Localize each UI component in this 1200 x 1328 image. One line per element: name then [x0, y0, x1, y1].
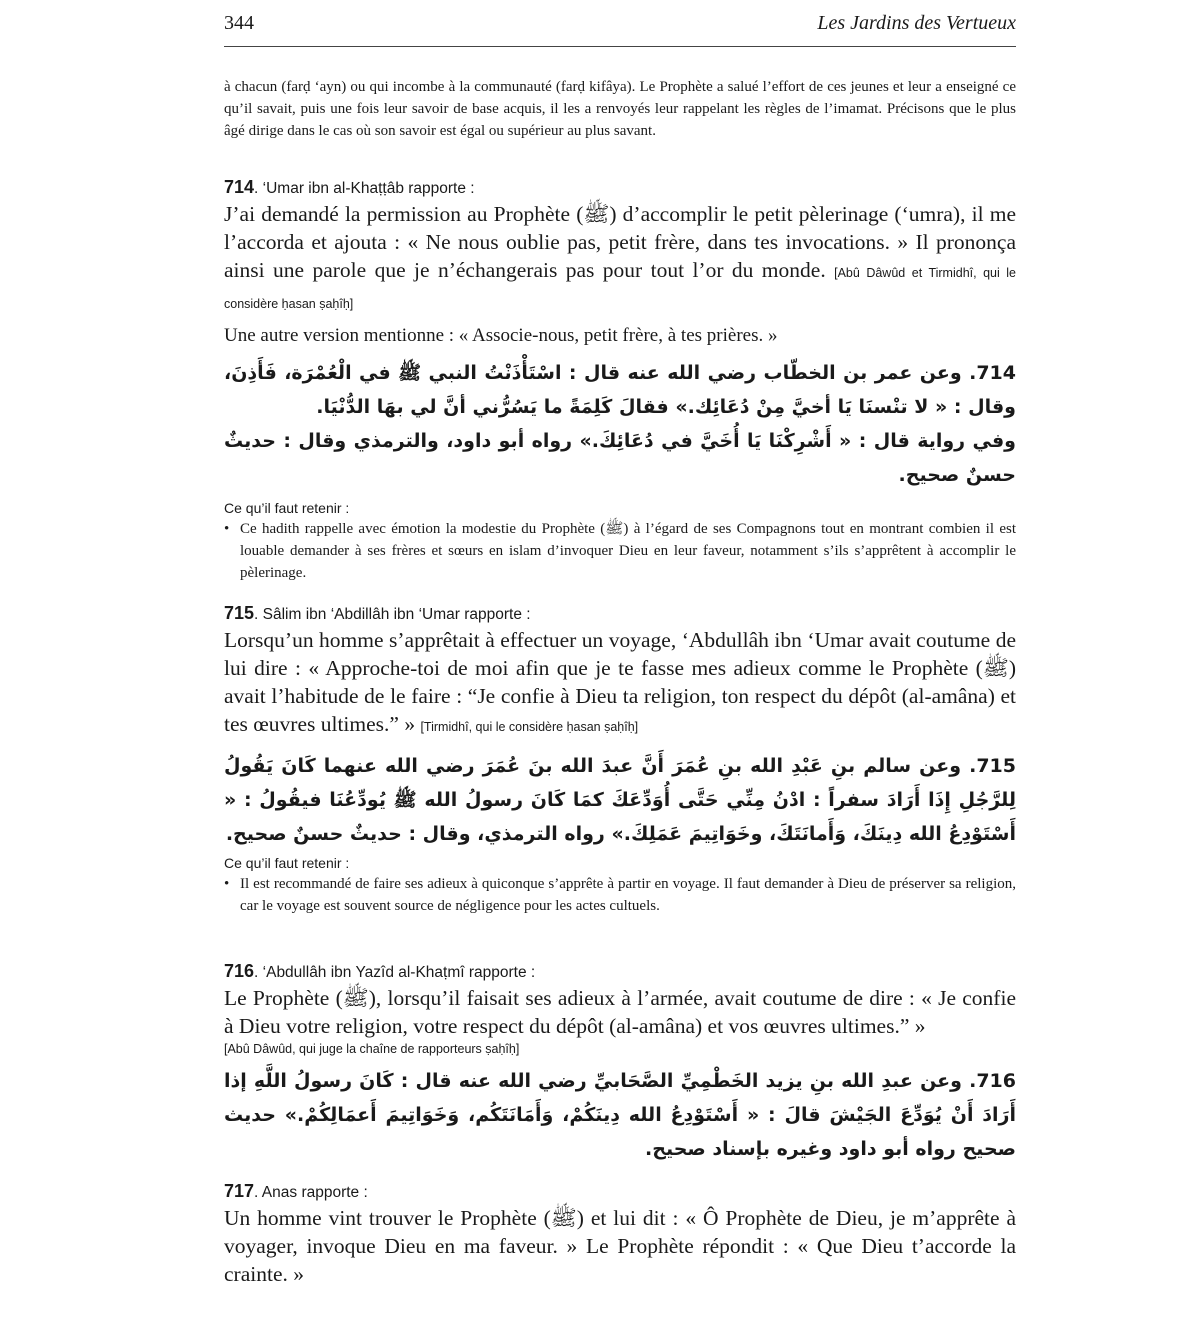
alt-version: Une autre version mentionne : « Associe-nous, petit frère, à tes prières. »	[224, 325, 778, 346]
hadith-heading	[224, 960, 1016, 984]
hadith-text	[224, 626, 1016, 741]
hadith-source: [Abû Dâwûd et Tirmidhî, qui le considère ḥasan ṣaḥîḥ]	[224, 266, 1017, 311]
hadith-number: 714	[224, 177, 255, 197]
hadith-narrator: . ‘Abdullâh ibn Yazîd al-Khaṭmî rapporte :	[254, 964, 536, 981]
book-page	[224, 0, 1017, 1286]
retain-title: Ce qu’il faut retenir :	[224, 500, 350, 516]
running-title: Les Jardins des Vertueux	[817, 12, 1016, 34]
retain-point-text: Il est recommandé de faire ses adieux à quiconque s’apprête à partir en voyage. Il faut demander à Dieu de préserver sa religion, car le voyage est souvent source de négligence pour les actes cultuels.	[240, 876, 1016, 914]
hadith-narrator: . ‘Umar ibn al-Khaṭṭâb rapporte :	[254, 180, 475, 197]
arabic-text: 715. وعن سالم بنِ عَبْدِ الله بنِ عُمَرَ أَنَّ عبدَ الله بنَ عُمَرَ رضي الله عنهما كَانَ يَقُولُ لِلرَّجُلِ إِذَا أَرَادَ سفراً : ادْنُ مِنِّي حَتَّى أُوَدِّعَكَ كمَا كَانَ رسولُ الله ﷺ يُودِّعُنَا فيقُولُ : « أَسْتَوْدِعُ الله دِينَكَ، وَأَمانَتَكَ، وخَوَاتِيمَ عَمَلِكَ.» رواه الترمذي، وقال : حديثٌ حسنٌ صحيح.	[224, 755, 1016, 845]
hadith-heading	[224, 602, 1016, 626]
arabic-text: 716. وعن عبدِ الله بنِ يزيد الخَطْمِيِّ الصَّحَابيِّ رضي الله عنه قال : كَانَ رسولُ اللَّهِ إذا أَرَادَ أَنْ يُوَدِّعَ الجَيْشَ قالَ : « أَسْتَوْدِعُ الله دِينَكُمْ، وَأَمَانَتَكُم، وَخَوَاتِيمَ أَعمَالِكُمْ.» حديث صحيح رواه أبو داود وغيره بإسناد صحيح.	[224, 1070, 1016, 1160]
hadith-text: Le Prophète (ﷺ), lorsqu’il faisait ses adieux à l’armée, avait coutume de dire : « Je confie à Dieu votre religion, votre respect du dépôt (al-amâna) et vos œuvres ultimes.” »	[224, 986, 1016, 1038]
arabic-text-variant: وفي رواية قال : « أَشْرِكْنَا يَا أُخَيَّ في دُعَائِكَ.» رواه أبو داود، والترمذي وقال : حديثٌ حسنٌ صحيح.	[224, 430, 1016, 486]
retain-point-text: Ce hadith rappelle avec émotion la modestie du Prophète (ﷺ) à l’égard de ses Compagnons tout en montrant combien il est louable demander à ses frères et sœurs en islam d’invoquer Dieu en leur faveur, notamment s’ils s’apprêtent à accomplir le pèlerinage.	[240, 521, 1016, 581]
retain-point	[224, 873, 1016, 917]
page-header	[224, 0, 1016, 47]
retain-title: Ce qu’il faut retenir :	[224, 855, 350, 871]
hadith-714	[224, 176, 1016, 584]
hadith-716	[224, 960, 1016, 1166]
hadith-text-body: J’ai demandé la permission au Prophète (ﷺ) d’accomplir le petit pèlerinage (‘umra), il me l’accorda et ajouta : « Ne nous oublie pas, petit frère, dans tes invocations. » Il prononça ainsi une parole que je n’échangerais pas pour tout l’or du monde.	[224, 202, 1016, 282]
retain-point	[224, 518, 1016, 584]
hadith-narrator: . Anas rapporte :	[254, 1184, 368, 1201]
hadith-source: [Abû Dâwûd, qui juge la chaîne de rapporteurs ṣaḥîḥ]	[224, 1042, 520, 1056]
hadith-narrator: . Sâlim ibn ‘Abdillâh ibn ‘Umar rapporte :	[254, 606, 531, 623]
arabic-text: 714. وعن عمر بن الخطّاب رضي الله عنه قال : اسْتَأْذَنْتُ النبي ﷺ في الْعُمْرَة، فَأَذِنَ، وقال : « لا تنْسنَا يَا أخيَّ مِنْ دُعَائِك.» فقالَ كَلِمَةً ما يَسُرُّني أنَّ لي بهَا الدُّنْيَا.	[224, 362, 1016, 418]
hadith-number: 717	[224, 1181, 255, 1201]
hadith-heading	[224, 176, 1016, 200]
hadith-text-body: Lorsqu’un homme s’apprêtait à effectuer un voyage, ‘Abdullâh ibn ‘Umar avait coutume de lui dire : « Approche-toi de moi afin que je te fasse mes adieux comme le Prophète (ﷺ) avait l’habitude de le faire : “Je confie à Dieu ta religion, ton respect du dépôt (al-amâna) et tes œuvres ultimes.” »	[224, 628, 1016, 736]
hadith-source: [Tirmidhî, qui le considère ḥasan ṣaḥîḥ]	[420, 720, 639, 734]
bullet-icon: •	[224, 521, 230, 537]
page-number: 344	[224, 12, 254, 34]
hadith-heading	[224, 1180, 1016, 1204]
hadith-text: Un homme vint trouver le Prophète (ﷺ) et lui dit : « Ô Prophète de Dieu, je m’apprête à voyager, invoque Dieu en ma faveur. » Le Prophète répondit : « Que Dieu t’accorde la crainte. »	[224, 1206, 1016, 1286]
hadith-715	[224, 602, 1016, 917]
intro-note: à chacun (farḍ ‘ayn) ou qui incombe à la communauté (farḍ kifâya). Le Prophète a salué l’effort de ces jeunes et leur a enseigné ce qu’il savait, puis une fois leur savoir de base acquis, il les a renvoyés leur rappelant les règles de l’imamat. Précisons que le plus âgé dirige dans le cas où son savoir est égal ou supérieur au plus savant.	[224, 79, 1016, 139]
hadith-number: 716	[224, 961, 255, 981]
hadith-717	[224, 1180, 1016, 1288]
hadith-number: 715	[224, 603, 255, 623]
hadith-text	[224, 200, 1016, 318]
bullet-icon: •	[224, 876, 230, 892]
